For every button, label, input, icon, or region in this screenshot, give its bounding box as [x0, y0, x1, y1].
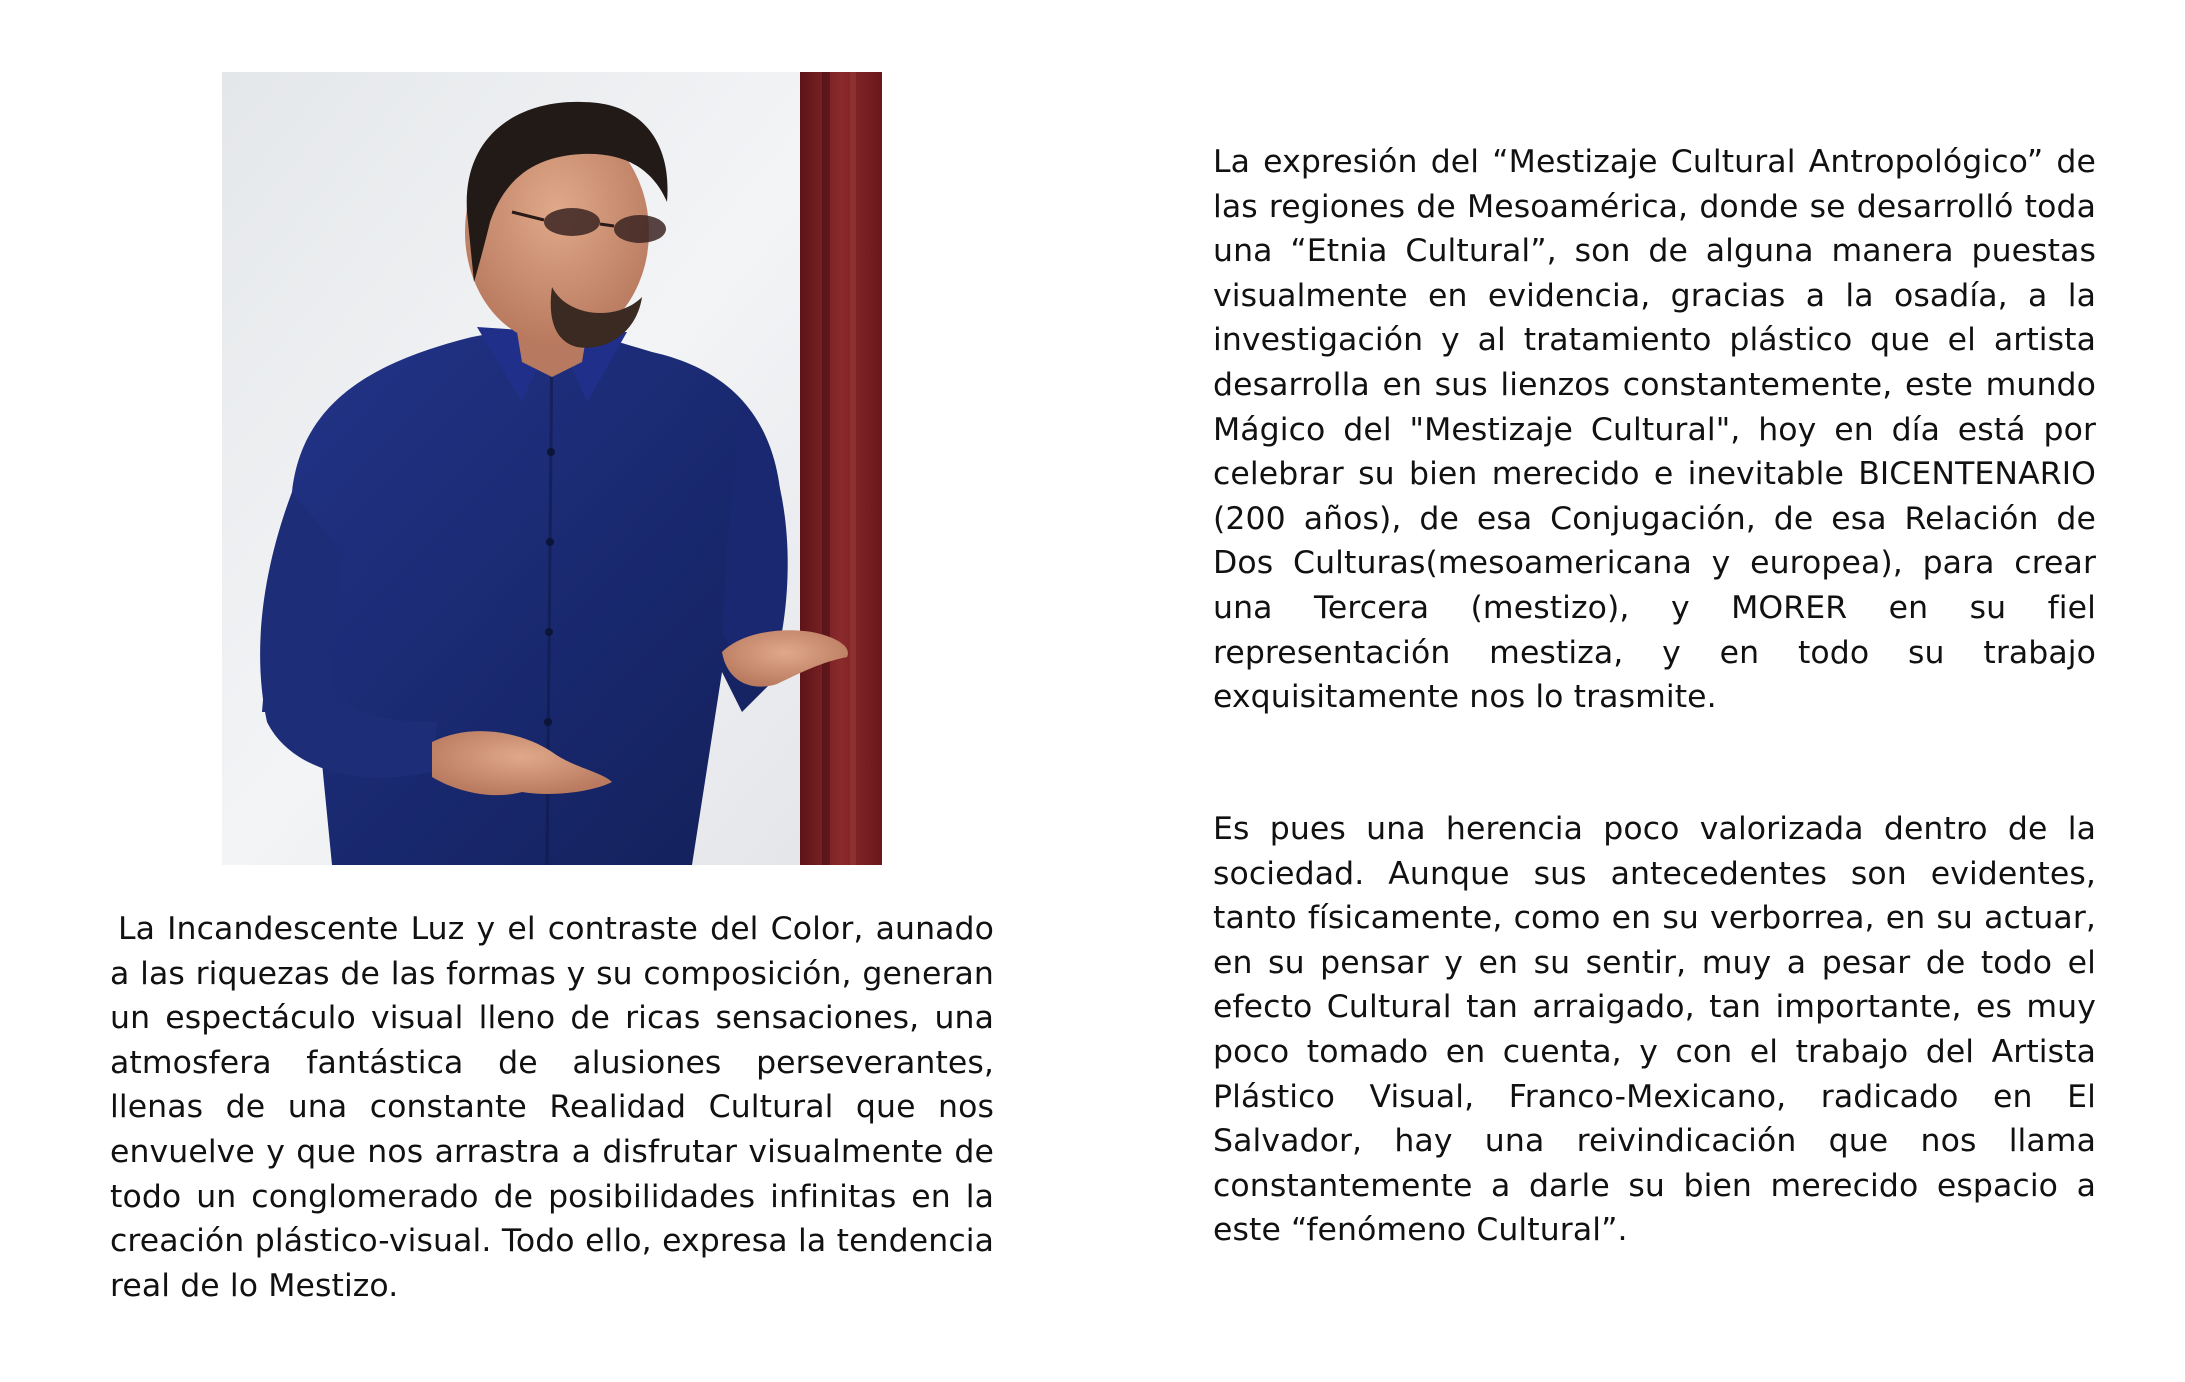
right-paragraph-2: Es pues una herencia poco valorizada dentro de la sociedad. Aunque sus antecedentes son evidentes, tanto físicamente, como en su verborrea, en su actuar, en su pensar y en su sentir, muy a pesar de todo el efecto Cultural tan arraigado, tan importante, es muy poco tomado en cuenta, y con el trabajo del Artista Plástico Visual, Franco-Mexicano, radicado en El Salvador, hay una reivindicación que nos llama constantemente a darle su bien merecido espacio a este “fenómeno Cultural”.: [1213, 811, 2096, 1249]
left-paragraph: La Incandescente Luz y el contraste del Color, aunado a las riquezas de las formas y su composición, generan un espectáculo visual lleno de ricas sensaciones, una atmosfera fantástica de alusiones perseverantes, llenas de una constante Realidad Cultural que nos envuelve y que nos arrastra a disfrutar visualmente de todo un conglomerado de posibilidades infinitas en la creación plástico-visual. Todo ello, expresa la tendencia real de lo Mestizo.: [110, 911, 994, 1304]
right-paragraph-1: La expresión del “Mestizaje Cultural Antropológico” de las regiones de Mesoamérica, donde se desarrolló toda una “Etnia Cultural”, son de alguna manera puestas visualmente en evidencia, gracias a la osadía, a la investigación y al tratamiento plástico que el artista desarrolla en sus lienzos constantemente, este mundo Mágico del "Mestizaje Cultural", hoy en día está por celebrar su bien merecido e inevitable BICENTENARIO (200 años), de esa Conjugación, de esa Relación de Dos Culturas(mesoamericana y europea), para crear una Tercera (mestizo), y MORER en su fiel representación mestiza, y en todo su trabajo exquisitamente nos lo trasmite.: [1213, 144, 2096, 716]
artist-portrait-photo: [222, 72, 882, 865]
portrait-illustration: [222, 72, 882, 865]
